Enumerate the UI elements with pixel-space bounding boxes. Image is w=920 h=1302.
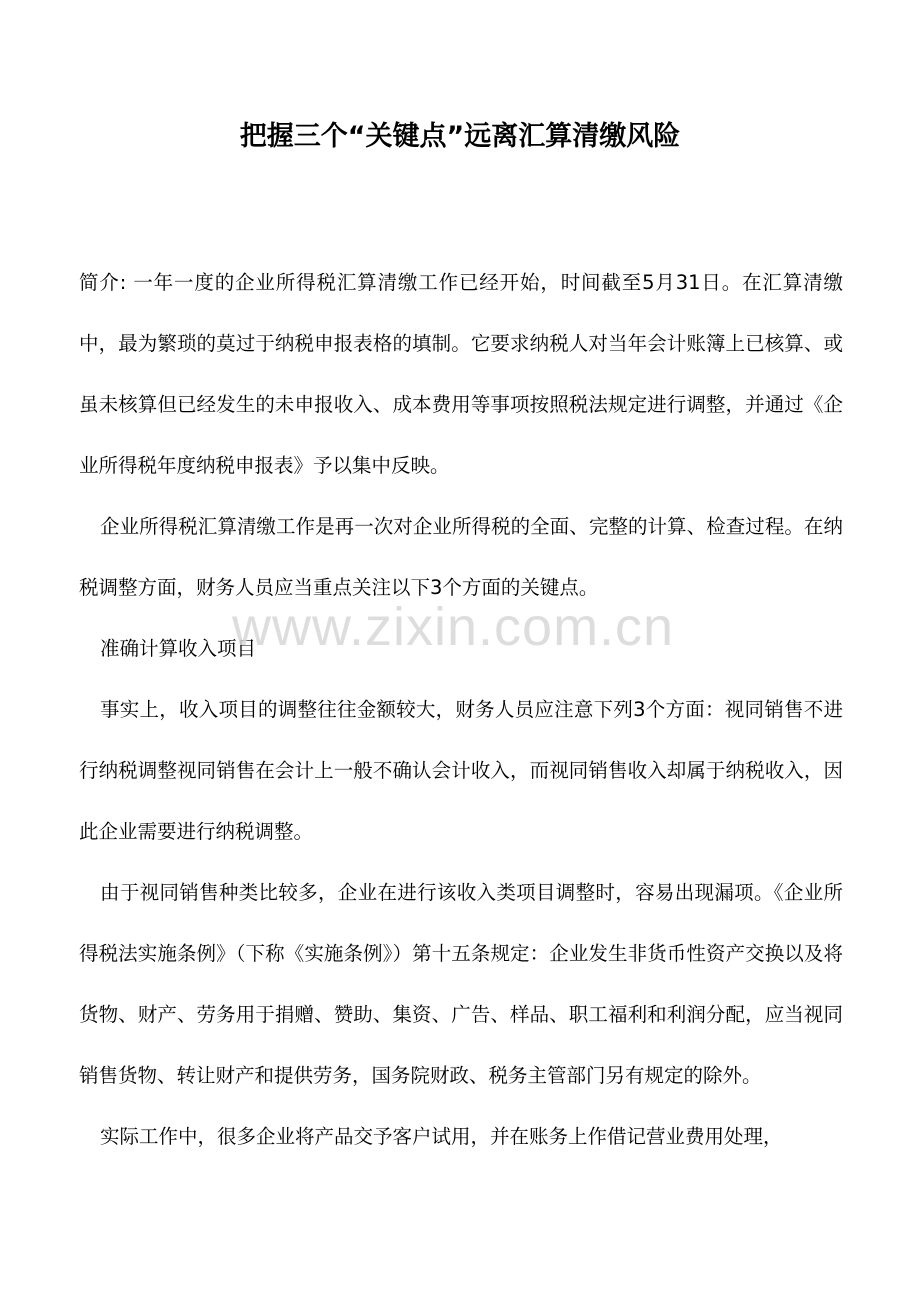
- watermark: www.zixin.com.cn: [232, 597, 675, 657]
- paragraph: 由于视同销售种类比较多，企业在进行该收入类项目调整时，容易出现漏项。《企业所得税法实施条例》（下称《实施条例》）第十五条规定：企业发生非货币性资产交换以及将货物、财产、劳务用于捐赠、赞助、集资、广告、样品、职工福利和利润分配，应当视同销售货物、转让财产和提供劳务，国务院财政、税务主管部门另有规定的除外。: [79, 881, 843, 1087]
- document-body: [79, 252, 843, 1167]
- paragraph: 企业所得税汇算清缴工作是再一次对企业所得税的全面、完整的计算、检查过程。在纳税调整方面，财务人员应当重点关注以下3个方面的关键点。: [79, 515, 843, 599]
- paragraph-intro: 简介: 一年一度的企业所得税汇算清缴工作已经开始，时间截至5月31日。在汇算清缴中，最为繁琐的莫过于纳税申报表格的填制。它要求纳税人对当年会计账簿上已核算、或虽未核算但已经发生的未申报收入、成本费用等事项按照税法规定进行调整，并通过《企业所得税年度纳税申报表》予以集中反映。: [79, 271, 843, 477]
- section-heading: 准确计算收入项目: [100, 637, 257, 660]
- paragraph: 实际工作中，很多企业将产品交予客户试用，并在账务上作借记营业费用处理，: [100, 1125, 783, 1148]
- paragraph: 事实上，收入项目的调整往往金额较大，财务人员应注意下列3个方面：视同销售不进行纳税调整视同销售在会计上一般不确认会计收入，而视同销售收入却属于纳税收入，因此企业需要进行纳税调整。: [79, 698, 843, 843]
- document-title: 把握三个“关键点”远离汇算清缴风险: [239, 121, 681, 152]
